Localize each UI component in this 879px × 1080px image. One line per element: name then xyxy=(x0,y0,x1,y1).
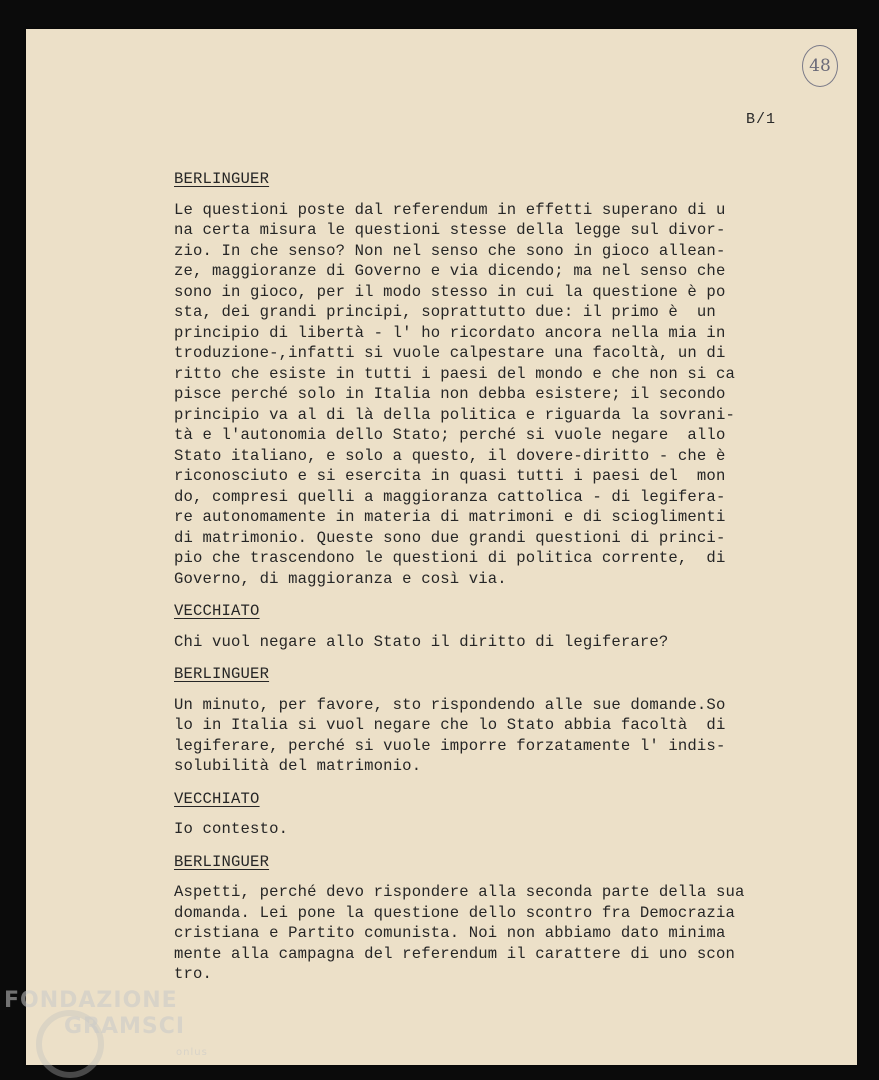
text-line: ze, maggioranze di Governo e via dicendo; ma nel senso che xyxy=(174,262,726,280)
text-line: Chi vuol negare allo Stato il diritto di legiferare? xyxy=(174,632,669,651)
section-2 xyxy=(174,601,814,652)
text-line: troduzione-,infatti si vuole calpestare una facoltà, un di xyxy=(174,344,726,362)
transcript-body xyxy=(174,169,814,997)
text-line: Stato italiano, e solo a questo, il dovere-diritto - che è xyxy=(174,446,726,465)
page-code: B/1 xyxy=(746,111,777,128)
text-line: principio va al di là della politica e riguarda la sovrani- xyxy=(174,405,735,424)
text-line: ritto che esiste in tutti i paesi del mondo e che non si ca xyxy=(174,364,735,383)
text-line: tro. xyxy=(174,965,213,983)
speaker-name: BERLINGUER xyxy=(174,665,270,683)
text-line: riconosciuto e si esercita in quasi tutti i paesi del mon xyxy=(174,467,726,485)
watermark-line: FONDAZIONE xyxy=(4,988,178,1013)
text-line: pio che trascendono le questioni di politica corrente, di xyxy=(174,549,726,567)
watermark-line: onlus xyxy=(176,1047,208,1058)
text-line: solubilità del matrimonio. xyxy=(174,757,422,775)
text-line: Io contesto. xyxy=(174,820,289,838)
text-line: domanda. Lei pone la questione dello scontro fra Democrazia xyxy=(174,903,735,922)
section-4 xyxy=(174,789,814,840)
text-line: Un minuto, per favore, sto rispondendo alle sue domande.So xyxy=(174,695,726,714)
section-5 xyxy=(174,852,814,985)
archive-stamp-number: 48 xyxy=(802,45,838,87)
text-line: lo in Italia si vuol negare che lo Stato abbia facoltà di xyxy=(174,716,726,734)
text-line: mente alla campagna del referendum il carattere di uno scon xyxy=(174,944,735,963)
text-line: zio. In che senso? Non nel senso che sono in gioco allean- xyxy=(174,241,726,260)
text-line: Governo, di maggioranza e così via. xyxy=(174,569,507,588)
speaker-name: BERLINGUER xyxy=(174,852,270,871)
text-line: Le questioni poste dal referendum in effetti superano di u xyxy=(174,200,726,219)
text-line: legiferare, perché si vuole imporre forzatamente l' indis- xyxy=(174,736,726,755)
document-page xyxy=(26,29,857,1065)
speaker-name: VECCHIATO xyxy=(174,789,260,808)
text-line: di matrimonio. Queste sono due grandi questioni di princi- xyxy=(174,528,726,547)
text-line: cristiana e Partito comunista. Noi non abbiamo dato minima xyxy=(174,924,726,942)
text-line: re autonomamente in materia di matrimoni e di scioglimenti xyxy=(174,508,726,526)
section-1 xyxy=(174,169,814,589)
watermark xyxy=(4,988,208,1066)
text-line: do, compresi quelli a maggioranza cattolica - di legifera- xyxy=(174,487,726,506)
text-line: tà e l'autonomia dello Stato; perché si vuole negare allo xyxy=(174,426,726,444)
text-line: principio di libertà - l' ho ricordato ancora nella mia in xyxy=(174,323,726,342)
speaker-name: VECCHIATO xyxy=(174,602,260,620)
section-3 xyxy=(174,664,814,777)
speaker-name: BERLINGUER xyxy=(174,170,270,188)
text-line: na certa misura le questioni stesse della legge sul divor- xyxy=(174,221,726,239)
text-line: sono in gioco, per il modo stesso in cui la questione è po xyxy=(174,282,726,301)
text-line: sta, dei grandi principi, soprattutto due: il primo è un xyxy=(174,303,716,321)
text-line: Aspetti, perché devo rispondere alla seconda parte della sua xyxy=(174,883,745,901)
watermark-line: GRAMSCI xyxy=(64,1014,186,1039)
text-line: pisce perché solo in Italia non debba esistere; il secondo xyxy=(174,385,726,403)
